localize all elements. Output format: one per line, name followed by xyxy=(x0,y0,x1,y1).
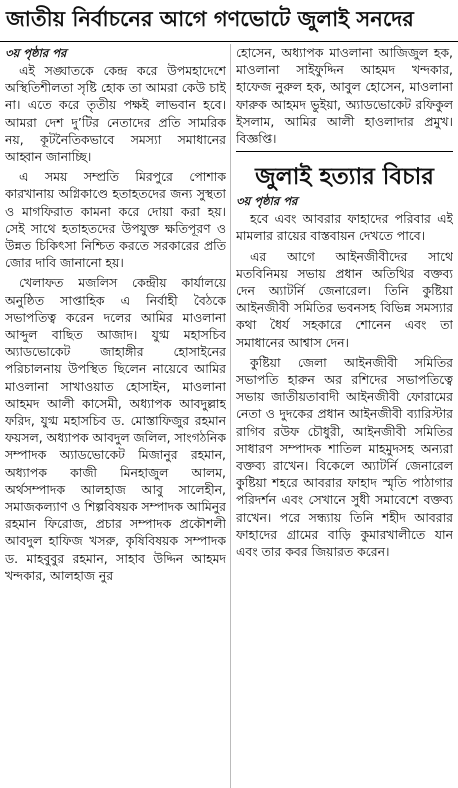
left-column xyxy=(5,44,226,788)
section-rule xyxy=(236,151,453,152)
headline: জাতীয় নির্বাচনের আগে গণভোটে জুলাই সনদের xyxy=(6,6,414,31)
article-subhead: জুলাই হত্যার বিচার xyxy=(255,163,434,191)
continued-from-label: ৩য় পৃষ্ঠার পর xyxy=(5,46,67,60)
article-continuation: হোসেন, অধ্যাপক মাওলানা আজিজুল হক, মাওলানা সাইফুদ্দিন আহমদ খন্দকার, হাফেজ নুরুল হক, আবুল হোসেন, মাওলানা ফারুক আহমদ ভুইয়া, অ্যাডভোকেট রফিকুল ইসলাম, আমির আলী হাওলাদার প্রমুখ। বিজ্ঞপ্তি। xyxy=(236,45,453,147)
article-paragraph: কুষ্টিয়া জেলা আইনজীবী সমিতির সভাপতি হারুন অর রশিদের সভাপতিত্বে সভায় জাতীয়তাবাদী আইনজীবী ফোরামের নেতা ও দুদকের প্রধান আইনজীবী ব্যারিস্টার রাগিব রউফ চৌধুরী, আইনজীবী সমিতির সাধারণ সম্পাদক শাতিল মাহমুদসহ অন্যরা বক্তব্য রাখেন। বিকেলে অ্যাটর্নি জেনারেল কুষ্টিয়া শহরে আবরার ফাহাদ স্মৃতি পাঠাগার পরিদর্শন এবং সেখানে সুধী সমাবেশে বক্তব্য রাখেন। পরে সন্ধ্যায় তিনি শহীদ আবরার ফাহাদের গ্রামের বাড়ি কুমারখালীতে যান এবং তার কবর জিয়ারত করেন। xyxy=(236,354,453,560)
headline-bar xyxy=(0,0,458,42)
article-paragraph: খেলাফত মজলিস কেন্দ্রীয় কার্যালয়ে অনুষ্ঠিত সাপ্তাহিক এ নির্বাহী বৈঠকে সভাপতিত্ব করেন দলের আমির মাওলানা আব্দুল বাছিত আজাদ। যুগ্ম মহাসচিব অ্যাডভোকেট জাহাঙ্গীর হোসাইনের পরিচালনায় উপস্থিত ছিলেন নায়েবে আমির মাওলানা সাখাওয়াত হোসাইন, মাওলানা আহমদ আলী কাসেমী, অধ্যাপক আবদুল্লাহ ফরিদ, যুগ্ম মহাসচিব ড. মোস্তাফিজুর রহমান ফয়সল, অধ্যাপক আবদুল জলিল, সাংগঠনিক সম্পাদক অ্যাডভোকেট মিজানুর রহমান, অধ্যাপক কাজী মিনহাজুল আলম, অর্থসম্পাদক আলহাজ আবু সালেহীন, সমাজকল্যাণ ও শিল্পবিষয়ক সম্পাদক আমিনুর রহমান ফিরোজ, প্রচার সম্পাদক প্রকৌশলী আবদুল হাফিজ খসরু, কৃষিবিষয়ক সম্পাদক ড. মাহবুবুর রহমান, সাহাব উদ্দিন আহমদ খন্দকার, আলহাজ নুর xyxy=(5,275,226,583)
right-column xyxy=(236,44,453,788)
continued-from-label: ৩য় পৃষ্ঠার পর xyxy=(236,194,298,209)
article-paragraph: এর আগে আইনজীবীদের সাথে মতবিনিময় সভায় প্রধান অতিথির বক্তব্য দেন অ্যাটর্নি জেনারেল। তিনি কুষ্টিয়া আইনজীবী সমিতির ভবনসহ বিভিন্ন সমস্যার কথা ধৈর্য সহকারে শোনেন এবং তা সমাধানের আশ্বাস দেন। xyxy=(236,248,453,350)
article-paragraph: এ সময় সম্প্রতি মিরপুরে পোশাক কারখানায় অগ্নিকাণ্ডে হতাহতদের জন্য সুস্থতা ও মাগফিরাত কামনা করে দোয়া করা হয়। সেই সাথে হতাহতদের উপযুক্ত ক্ষতিপূরণ ও উন্নত চিকিৎসা নিশ্চিত করতে সরকারের প্রতি জোর দাবি জানানো হয়। xyxy=(5,169,226,271)
article-paragraph: হবে এবং আবরার ফাহাদের পরিবার এই মামলার রায়ের বাস্তবায়ন দেখতে পাবে। xyxy=(236,211,453,244)
article-paragraph: এই সঙ্ঘাতকে কেন্দ্র করে উপমহাদেশে অস্থিতিশীলতা সৃষ্টি হোক তা আমরা কেউ চাই না। এতে করে তৃতীয় পক্ষই লাভবান হবে। আমরা দেশ দু’টির নেতাদের প্রতি সামরিক নয়, কূটনৈতিকভাবে সমস্যা সমাধানের আহ্বান জানাচ্ছি। xyxy=(5,63,226,165)
column-divider xyxy=(230,44,231,788)
